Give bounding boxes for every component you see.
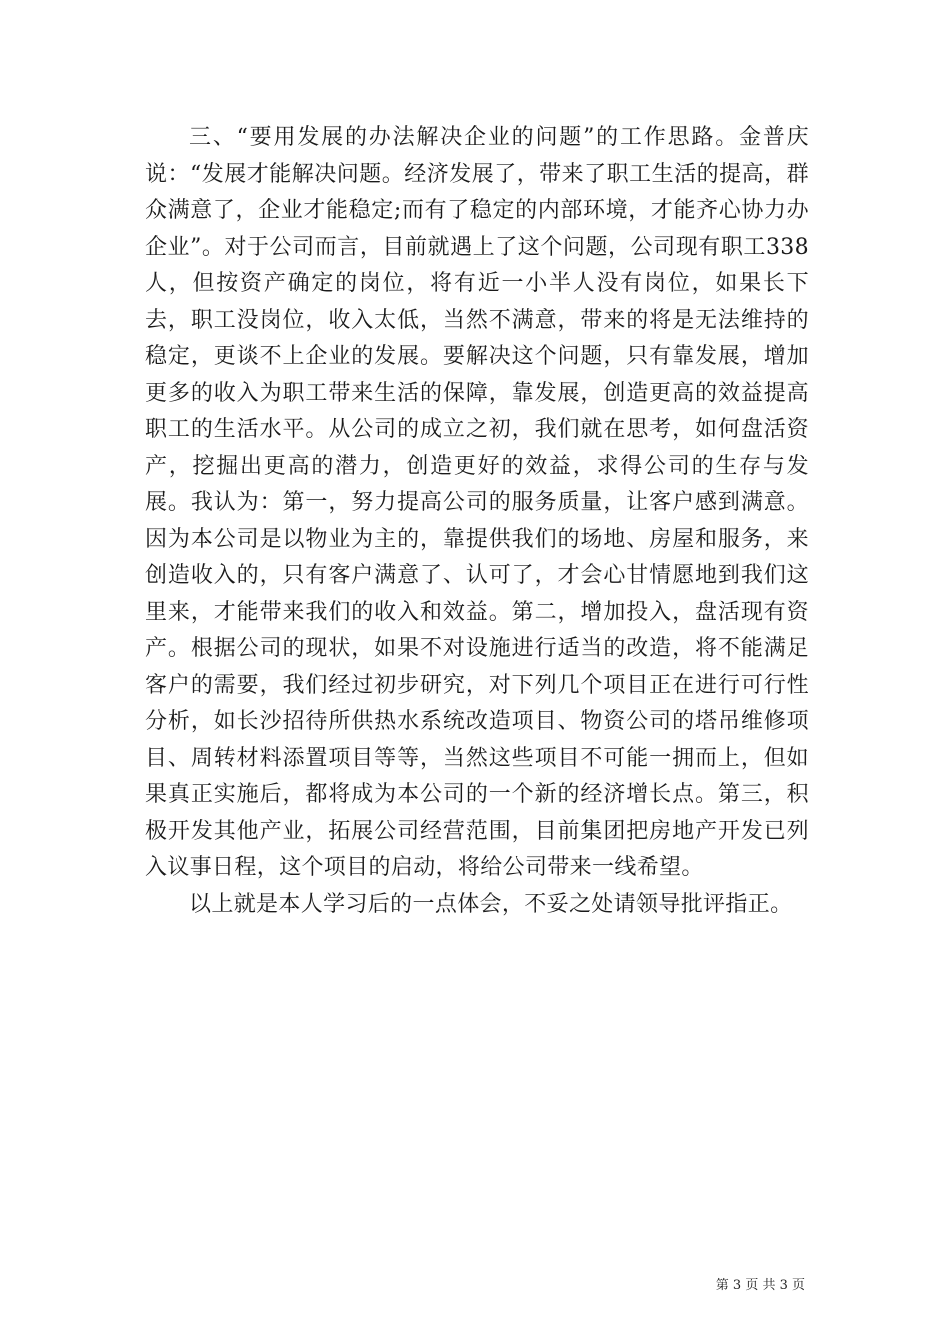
paragraph-conclusion: 以上就是本人学习后的一点体会，不妥之处请领导批评指正。 [189, 891, 793, 917]
document-body [145, 120, 809, 923]
page-number: 第 3 页 共 3 页 [715, 1278, 805, 1293]
paragraph-work-approach: 三、“要用发展的办法解决企业的问题”的工作思路。金普庆说：“发展才能解决问题。经济发展了，带来了职工生活的提高，群众满意了，企业才能稳定;而有了稳定的内部环境，才能齐心协力办企业”。对于公司而言，目前就遇上了这个问题，公司现有职工338人，但按资产确定的岗位，将有近一小半人没有岗位，如果长下去，职工没岗位，收入太低，当然不满意，带来的将是无法维持的稳定，更谈不上企业的发展。要解决这个问题，只有靠发展，增加更多的收入为职工带来生活的保障，靠发展，创造更高的效益提高职工的生活水平。从公司的成立之初，我们就在思考，如何盘活资产，挖掘出更高的潜力，创造更好的效益，求得公司的生存与发展。我认为：第一，努力提高公司的服务质量，让客户感到满意。因为本公司是以物业为主的，靠提供我们的场地、房屋和服务，来创造收入的，只有客户满意了、认可了，才会心甘情愿地到我们这里来，才能带来我们的收入和效益。第二，增加投入，盘活现有资产。根据公司的现状，如果不对设施进行适当的改造，将不能满足客户的需要，我们经过初步研究，对下列几个项目正在进行可行性分析，如长沙招待所供热水系统改造项目、物资公司的塔吊维修项目、周转材料添置项目等等，当然这些项目不可能一拥而上，但如果真正实施后，都将成为本公司的一个新的经济增长点。第三，积极开发其他产业，拓展公司经营范围，目前集团把房地产开发已列入议事日程，这个项目的启动，将给公司带来一线希望。 [145, 125, 809, 880]
